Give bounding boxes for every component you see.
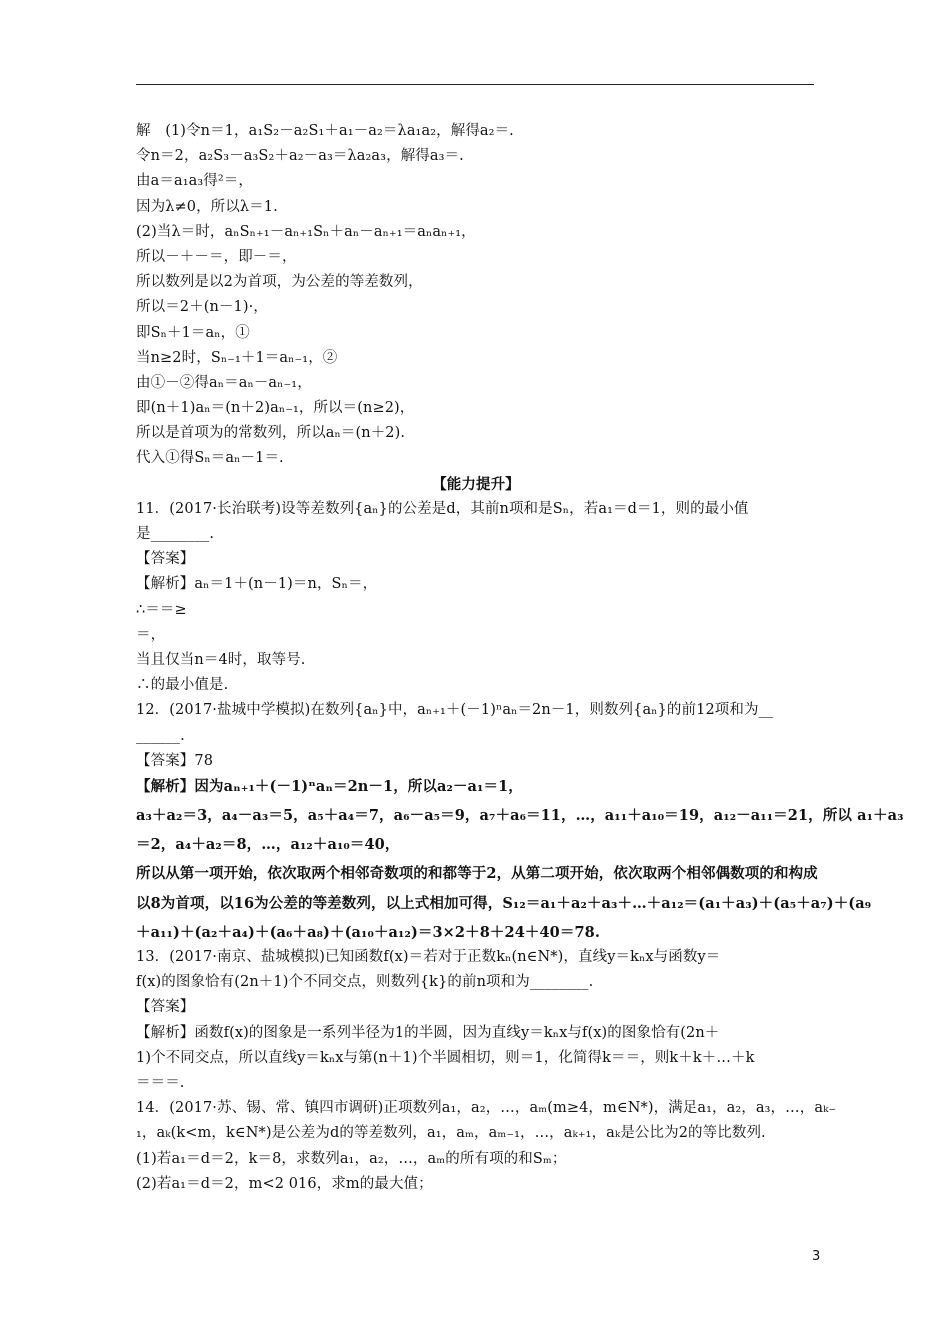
header-rule [136, 84, 814, 85]
answer-label: 【答案】78 [136, 752, 214, 769]
question-13: 13．(2017·南京、盐城模拟)已知函数f(x)＝若对于正数kₙ(n∈N*)，直线y＝kₙx与函数y＝ [136, 949, 721, 965]
document-body [136, 119, 904, 1197]
text-line: 所以＝2＋(n－1)·， [136, 299, 268, 316]
text-line: 所以是首项为的常数列，所以aₙ＝(n＋2). [136, 425, 406, 442]
question-11: 11．(2017·长治联考)设等差数列{aₙ}的公差是d，其前n项和是Sₙ，若a₁＝d＝1，则的最小值 [136, 500, 749, 517]
question-12: 12．(2017·盐城中学模拟)在数列{aₙ}中，aₙ₊₁＋(－1)ⁿaₙ＝2n－1，则数列{aₙ}的前12项和为__ [136, 702, 774, 719]
text-line: 1)个不同交点，所以直线y＝kₙx与第(n＋1)个半圆相切，则＝1，化简得k＝＝，则k＋k＋…＋k [136, 1049, 755, 1066]
analysis-line: 【解析】函数f(x)的图象是一系列半径为1的半圆，因为直线y＝kₙx与f(x)的图象恰有(2n＋ [136, 1024, 720, 1041]
text-line: ＝， [136, 626, 166, 643]
text-line: 所以从第一项开始，依次取两个相邻奇数项的和都等于2，从第二项开始，依次取两个相邻偶数项的和构成 [136, 865, 818, 883]
text-line: ______. [136, 727, 185, 744]
analysis-line: 【解析】因为aₙ₊₁＋(－1)ⁿaₙ＝2n－1，所以a₂－a₁＝1， [136, 777, 523, 795]
text-line: 即(n＋1)aₙ＝(n＋2)aₙ₋₁，所以＝(n≥2)， [136, 400, 415, 417]
text-line: ∴＝＝≥ [136, 601, 187, 618]
text-line: 是________. [136, 526, 215, 542]
answer-label: 【答案】 [136, 551, 195, 568]
text-line: ＝＝＝. [136, 1074, 185, 1091]
text-line: 所以数列是以2为首项，为公差的等差数列， [136, 274, 423, 291]
text-line: ＝2，a₄＋a₂＝8，…，a₁₂＋a₁₀＝40， [136, 836, 400, 854]
text-line: (2)当λ＝时，aₙSₙ₊₁－aₙ₊₁Sₙ＋aₙ－aₙ₊₁＝aₙaₙ₊₁， [136, 223, 476, 240]
text-line: (2)若a₁＝d＝2，m<2 016，求m的最大值； [136, 1175, 433, 1192]
text-line: a₃＋a₂＝3，a₄－a₃＝5，a₅＋a₄＝7，a₆－a₅＝9，a₇＋a₆＝11，…，a₁₁＋a₁₀＝19，a₁₂－a₁₁＝21，所以 a₁＋a₃ [136, 807, 904, 825]
text-line: ∴的最小值是. [136, 677, 229, 694]
text-line: 以8为首项，以16为公差的等差数列，以上式相加可得，S₁₂＝a₁＋a₂＋a₃＋…＋a₁₂＝(a₁＋a₃)＋(a₅＋a₇)＋(a₉ [136, 894, 872, 912]
text-line: 当且仅当n＝4时，取等号. [136, 651, 306, 668]
text-line: (1)若a₁＝d＝2，k＝8，求数列a₁，a₂，…，aₘ的所有项的和Sₘ； [136, 1150, 567, 1167]
text-line: 令n＝2，a₂S₃－a₃S₂＋a₂－a₃＝λa₂a₃，解得a₃＝. [136, 148, 464, 165]
text-line: ₁，aₖ(k<m，k∈N*)是公差为d的等差数列，a₁，aₘ，aₘ₋₁，…，aₖ₊₁，aₖ是公比为2的等比数列. [136, 1125, 766, 1142]
text-line: 解 (1)令n＝1，a₁S₂－a₂S₁＋a₁－a₂＝λa₁a₂，解得a₂＝. [136, 123, 514, 139]
text-line: 当n≥2时，Sₙ₋₁＋1＝aₙ₋₁，② [136, 349, 338, 366]
text-line: 因为λ≠0，所以λ＝1. [136, 198, 278, 215]
text-line: f(x)的图象恰有(2n＋1)个不同交点，则数列{k}的前n项和为________. [136, 974, 594, 991]
page-number: 3 [812, 1249, 821, 1264]
answer-label: 【答案】 [136, 999, 195, 1016]
section-heading: 【能力提升】 [432, 475, 520, 493]
question-14: 14．(2017·苏、锡、常、镇四市调研)正项数列a₁，a₂，…，aₘ(m≥4，m∈N*)，满足a₁，a₂，a₃，…，aₖ₋ [136, 1100, 837, 1117]
text-line: 由①－②得aₙ＝aₙ－aₙ₋₁， [136, 374, 312, 391]
text-line: ＋a₁₁)＋(a₂＋a₄)＋(a₆＋a₈)＋(a₁₀＋a₁₂)＝3×2＋8＋24＋40＝78. [136, 923, 600, 941]
text-line: 由a＝a₁a₃得²＝， [136, 173, 253, 190]
analysis-line: 【解析】aₙ＝1＋(n－1)＝n，Sₙ＝， [136, 576, 378, 593]
text-line: 所以－＋－＝，即－＝， [136, 248, 297, 265]
text-line: 代入①得Sₙ＝aₙ－1＝. [136, 450, 284, 467]
text-line: 即Sₙ＋1＝aₙ，① [136, 324, 250, 341]
